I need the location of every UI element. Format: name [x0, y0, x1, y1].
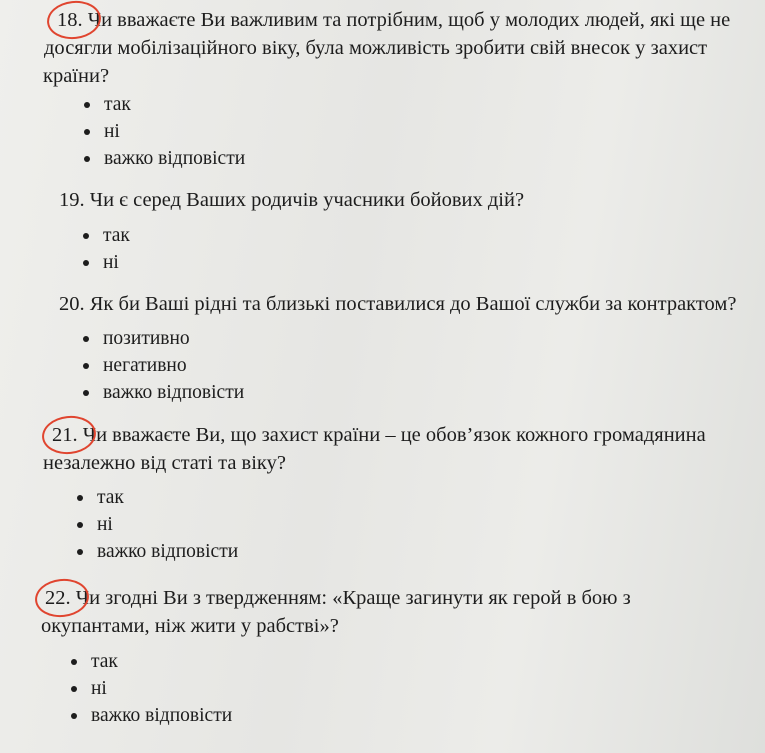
option-positive[interactable]: позитивно [83, 325, 244, 352]
question-22 [41, 584, 631, 640]
question-text: Чи згодні Ви з твердженням: «Краще загинути як герой в бою з [75, 587, 631, 609]
answer-options-21 [77, 484, 238, 565]
question-21 [43, 421, 706, 477]
question-18 [43, 6, 731, 90]
question-line: незалежно від статі та віку? [43, 452, 286, 474]
question-text: Чи вважаєте Ви, що захист країни – це обов’язок кожного громадянина [82, 424, 706, 446]
question-line [57, 6, 730, 34]
question-text: Чи є серед Ваших родичів учасники бойових дій? [89, 189, 525, 211]
option-hard-to-say[interactable]: важко відповісти [84, 145, 245, 172]
option-no[interactable]: ні [84, 118, 245, 145]
option-yes[interactable]: так [84, 91, 245, 118]
option-hard-to-say[interactable]: важко відповісти [77, 538, 238, 565]
question-number: 18. [57, 6, 83, 34]
answer-options-19 [83, 222, 130, 276]
question-line [52, 421, 706, 449]
answer-options-22 [71, 648, 232, 729]
option-no[interactable]: ні [71, 675, 232, 702]
option-no[interactable]: ні [83, 249, 130, 276]
question-line: країни? [43, 65, 110, 87]
question-line [59, 186, 524, 214]
option-hard-to-say[interactable]: важко відповісти [71, 702, 232, 729]
option-yes[interactable]: так [71, 648, 232, 675]
answer-options-20 [83, 325, 244, 406]
question-line: окупантами, ніж жити у рабстві»? [41, 615, 339, 637]
question-text: Як би Ваші рідні та близькі поставилися до Вашої служби за контрактом? [89, 293, 737, 315]
option-yes[interactable]: так [83, 222, 130, 249]
question-line [59, 290, 737, 318]
option-yes[interactable]: так [77, 484, 238, 511]
answer-options-18 [84, 91, 245, 172]
question-line: досягли мобілізаційного віку, була можливість зробити свій внесок у захист [44, 37, 708, 59]
option-hard-to-say[interactable]: важко відповісти [83, 379, 244, 406]
question-number: 21. [52, 421, 78, 449]
question-number: 20. [59, 293, 85, 315]
option-negative[interactable]: негативно [83, 352, 244, 379]
question-line [45, 584, 631, 612]
question-number: 19. [59, 189, 85, 211]
question-number: 22. [45, 584, 71, 612]
question-19 [59, 186, 524, 214]
option-no[interactable]: ні [77, 511, 238, 538]
question-20 [59, 290, 737, 318]
question-text: Чи вважаєте Ви важливим та потрібним, щоб у молодих людей, які ще не [87, 9, 731, 31]
